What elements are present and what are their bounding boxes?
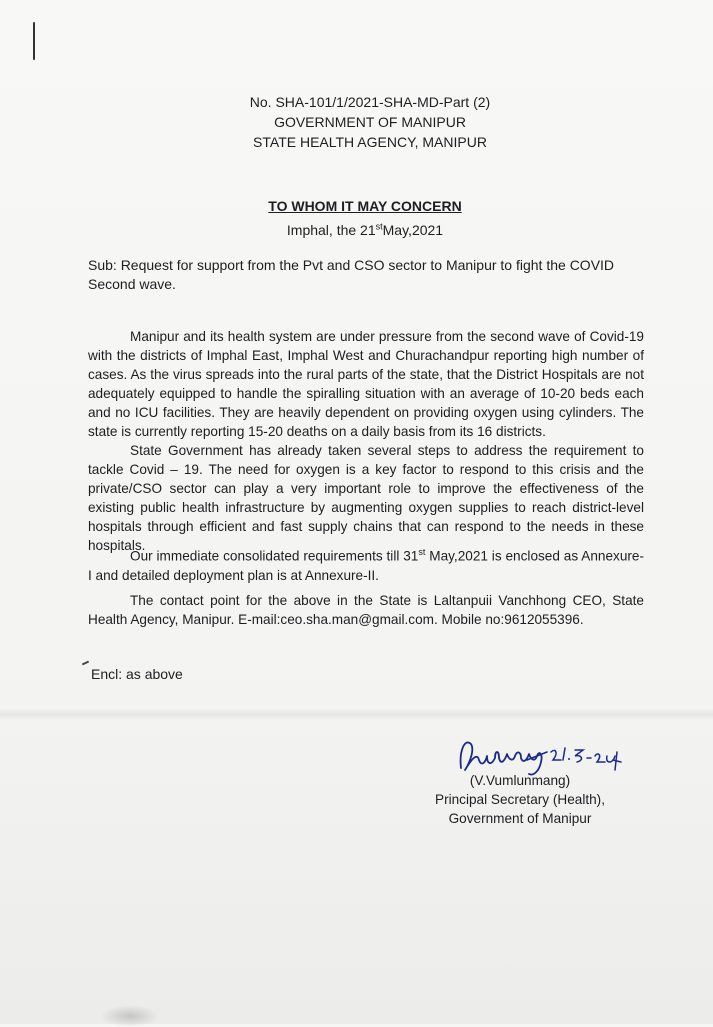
paragraph-4-text: The contact point for the above in the State is Laltanpuii Vanchhong CEO, State Health Agency, Manipur. E-mail:ceo.sha.man@gmail.com. Mobile no:9612055396.: [88, 593, 644, 627]
letter-title: TO WHOM IT MAY CONCERN: [268, 198, 462, 214]
letter-header: [215, 92, 525, 152]
reference-number: No. SHA-101/1/2021-SHA-MD-Part (2): [249, 94, 491, 110]
paragraph-3a-text: Our immediate consolidated requirements till 31: [130, 548, 419, 564]
signatory-designation: Principal Secretary (Health),: [435, 792, 605, 807]
date-rest: May,2021: [382, 221, 444, 238]
date-suffix: st: [375, 221, 383, 231]
paragraph-1-text: Manipur and its health system are under pressure from the second wave of Covid-19 with the districts of Imphal East, Imphal West and Churachandpur reporting high number of cases. As the virus spreads into the rural parts of the state, that the District Hospitals are not adequately equipped to handle the spiralling situation with an average of 10-20 beds each and no ICU facilities. They are heavily dependent on providing oxygen using cylinders. The state is currently reporting 15-20 deaths on a daily basis from its 16 districts.: [88, 329, 644, 439]
subject-line: Sub: Request for support from the Pvt and CSO sector to Manipur to fight the COVID Second wave.: [88, 257, 615, 292]
enclosure-note: Encl: as above: [91, 666, 183, 682]
paragraph-2-text: State Government has already taken several steps to address the requirement to tackle Covid – 19. The need for oxygen is a key factor to respond to this crisis and the private/CSO sector can play a very important role to improve the effectiveness of the existing public health infrastructure by augmenting oxygen supplies to reach district-level hospitals through efficient and fast supply chains that can respond to the needs in these hospitals.: [88, 443, 644, 553]
paragraph-requirements: [88, 543, 644, 585]
paragraph-3b-text: May,2021 is enclosed as Annexure-I and detailed deployment plan is at Annexure-II.: [88, 548, 644, 583]
date-place: Imphal, the 21: [286, 221, 376, 238]
paragraph-contact: [88, 591, 644, 629]
date-line: [287, 222, 443, 238]
government-name: GOVERNMENT OF MANIPUR: [274, 114, 466, 130]
margin-mark: [33, 22, 35, 60]
signatory-block: [420, 771, 620, 828]
paper-fold: [0, 708, 713, 720]
paragraph-government-steps: [88, 441, 644, 555]
paragraph-situation: [88, 327, 644, 441]
signatory-organisation: Government of Manipur: [448, 811, 592, 826]
agency-name: STATE HEALTH AGENCY, MANIPUR: [253, 134, 487, 150]
signatory-name: (V.Vumlunmang): [469, 773, 571, 788]
enclosure-tick: [82, 661, 89, 666]
title-block: [200, 196, 530, 240]
paragraph-3-sup: st: [418, 547, 426, 557]
